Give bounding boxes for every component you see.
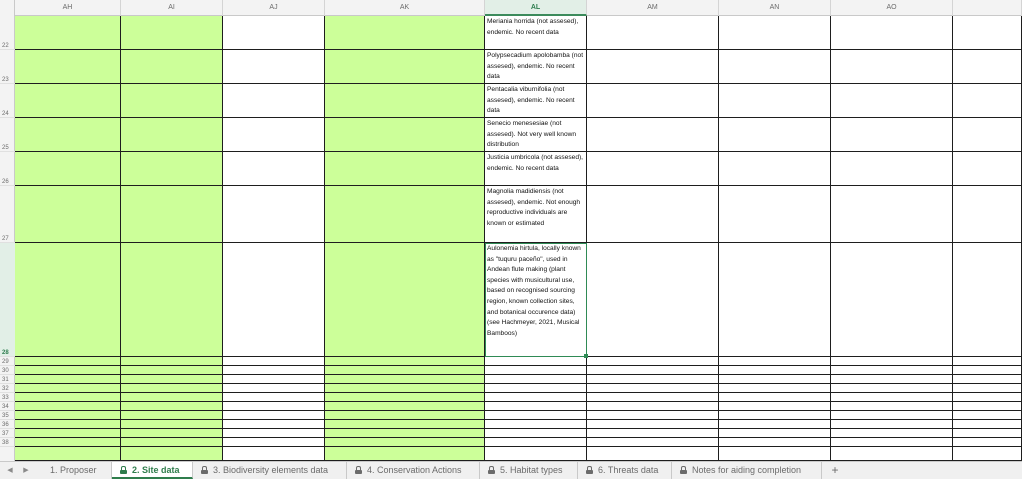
cell-an-32[interactable] <box>719 384 831 393</box>
row-header-32[interactable]: 32 <box>0 384 15 393</box>
cell-aj-26[interactable] <box>223 152 325 186</box>
sheet-tab-label: 4. Conservation Actions <box>367 465 462 475</box>
cell-ao-29[interactable] <box>831 357 953 366</box>
cell-ai-35[interactable] <box>121 411 223 420</box>
lock-icon <box>586 466 593 474</box>
cell-ah-26[interactable] <box>15 152 121 186</box>
cell-al-undefined[interactable] <box>485 447 587 461</box>
row-header-36[interactable]: 36 <box>0 420 15 429</box>
cell-next-25[interactable] <box>953 118 1022 152</box>
cell-an-24[interactable] <box>719 84 831 118</box>
cell-ak-26[interactable] <box>325 152 485 186</box>
cell-ai-30[interactable] <box>121 366 223 375</box>
cell-am-29[interactable] <box>587 357 719 366</box>
add-sheet-button[interactable]: + <box>831 463 839 477</box>
cell-al-28[interactable]: Aulonemia hirtula, locally known as "tuquru paceño", used in Andean flute making (plant species with musicultural use, based on recognised sourcing region, known collection sites, and botanical occurence data) (see Hachmeyer, 2021, Musical Bamboos) <box>485 243 587 357</box>
cell-ak-30[interactable] <box>325 366 485 375</box>
cell-am-25[interactable] <box>587 118 719 152</box>
cell-ak-33[interactable] <box>325 393 485 402</box>
cell-aj-27[interactable] <box>223 186 325 243</box>
column-header-al[interactable]: AL <box>485 0 587 16</box>
lock-icon <box>201 466 208 474</box>
cell-am-31[interactable] <box>587 375 719 384</box>
row-header-38[interactable]: 38 <box>0 438 15 447</box>
cell-next-28[interactable] <box>953 243 1022 357</box>
cell-am-24[interactable] <box>587 84 719 118</box>
row-header-23[interactable]: 23 <box>0 50 15 84</box>
cell-am-34[interactable] <box>587 402 719 411</box>
cell-an-27[interactable] <box>719 186 831 243</box>
sheet-tab-4[interactable] <box>347 462 480 479</box>
cell-next-34[interactable] <box>953 402 1022 411</box>
cell-aj-34[interactable] <box>223 402 325 411</box>
cell-al-30[interactable] <box>485 366 587 375</box>
sheet-tab-1[interactable] <box>42 462 112 479</box>
cell-ak-28[interactable] <box>325 243 485 357</box>
cell-ah-38[interactable] <box>15 438 121 447</box>
cell-ao-30[interactable] <box>831 366 953 375</box>
sheet-tab-7[interactable] <box>672 462 822 479</box>
cell-ah-34[interactable] <box>15 402 121 411</box>
cell-ai-26[interactable] <box>121 152 223 186</box>
row-header-31[interactable]: 31 <box>0 375 15 384</box>
cell-ai-24[interactable] <box>121 84 223 118</box>
column-header-next[interactable] <box>953 0 1022 16</box>
cell-al-31[interactable] <box>485 375 587 384</box>
cell-aj-undefined[interactable] <box>223 447 325 461</box>
cell-ai-22[interactable] <box>121 16 223 50</box>
cell-am-35[interactable] <box>587 411 719 420</box>
cell-ah-35[interactable] <box>15 411 121 420</box>
cell-ai-34[interactable] <box>121 402 223 411</box>
cell-ah-37[interactable] <box>15 429 121 438</box>
previous-sheet-icon[interactable]: ◀ <box>7 467 13 474</box>
cell-an-38[interactable] <box>719 438 831 447</box>
cell-am-36[interactable] <box>587 420 719 429</box>
cell-al-37[interactable] <box>485 429 587 438</box>
cell-ai-31[interactable] <box>121 375 223 384</box>
cell-next-24[interactable] <box>953 84 1022 118</box>
cell-aj-25[interactable] <box>223 118 325 152</box>
cell-an-29[interactable] <box>719 357 831 366</box>
row-header-22[interactable]: 22 <box>0 16 15 50</box>
next-sheet-icon[interactable]: ▶ <box>23 467 29 474</box>
cell-an-23[interactable] <box>719 50 831 84</box>
cell-an-37[interactable] <box>719 429 831 438</box>
cell-ah-29[interactable] <box>15 357 121 366</box>
row-header-33[interactable]: 33 <box>0 393 15 402</box>
cell-ai-36[interactable] <box>121 420 223 429</box>
row-header-29[interactable]: 29 <box>0 357 15 366</box>
cell-next-29[interactable] <box>953 357 1022 366</box>
cell-ao-33[interactable] <box>831 393 953 402</box>
cell-al-24[interactable]: Pentacalia viburnifolia (not assesed), endemic. No recent data <box>485 84 587 118</box>
cell-ak-24[interactable] <box>325 84 485 118</box>
cell-next-30[interactable] <box>953 366 1022 375</box>
cell-ai-29[interactable] <box>121 357 223 366</box>
row-header-24[interactable]: 24 <box>0 84 15 118</box>
cell-ak-32[interactable] <box>325 384 485 393</box>
cell-ao-35[interactable] <box>831 411 953 420</box>
cell-al-32[interactable] <box>485 384 587 393</box>
cell-al-34[interactable] <box>485 402 587 411</box>
cell-ai-32[interactable] <box>121 384 223 393</box>
cell-ak-22[interactable] <box>325 16 485 50</box>
cell-ah-22[interactable] <box>15 16 121 50</box>
cell-next-27[interactable] <box>953 186 1022 243</box>
cell-next-35[interactable] <box>953 411 1022 420</box>
cell-ao-undefined[interactable] <box>831 447 953 461</box>
cell-ak-38[interactable] <box>325 438 485 447</box>
cell-ai-33[interactable] <box>121 393 223 402</box>
cell-ao-27[interactable] <box>831 186 953 243</box>
cell-ao-23[interactable] <box>831 50 953 84</box>
cell-ao-32[interactable] <box>831 384 953 393</box>
cell-al-29[interactable] <box>485 357 587 366</box>
cell-aj-37[interactable] <box>223 429 325 438</box>
cell-al-36[interactable] <box>485 420 587 429</box>
cell-an-30[interactable] <box>719 366 831 375</box>
cell-ao-26[interactable] <box>831 152 953 186</box>
cell-an-22[interactable] <box>719 16 831 50</box>
cell-ah-32[interactable] <box>15 384 121 393</box>
cell-next-23[interactable] <box>953 50 1022 84</box>
cell-aj-38[interactable] <box>223 438 325 447</box>
sheet-tab-label: Notes for aiding completion <box>692 465 802 475</box>
cell-aj-32[interactable] <box>223 384 325 393</box>
cell-ai-37[interactable] <box>121 429 223 438</box>
row-header-30[interactable]: 30 <box>0 366 15 375</box>
cell-am-26[interactable] <box>587 152 719 186</box>
cell-ak-36[interactable] <box>325 420 485 429</box>
cell-next-36[interactable] <box>953 420 1022 429</box>
cell-ao-37[interactable] <box>831 429 953 438</box>
cell-ao-28[interactable] <box>831 243 953 357</box>
cell-an-25[interactable] <box>719 118 831 152</box>
cell-ao-25[interactable] <box>831 118 953 152</box>
cell-aj-23[interactable] <box>223 50 325 84</box>
cell-an-34[interactable] <box>719 402 831 411</box>
lock-icon <box>680 466 687 474</box>
sheet-tab-3[interactable] <box>193 462 347 479</box>
cell-aj-35[interactable] <box>223 411 325 420</box>
sheet-tab-label: 3. Biodiversity elements data <box>213 465 329 475</box>
cell-ah-36[interactable] <box>15 420 121 429</box>
row-header-34[interactable]: 34 <box>0 402 15 411</box>
row-header-35[interactable]: 35 <box>0 411 15 420</box>
sheet-tab-6[interactable] <box>578 462 672 479</box>
cell-next-33[interactable] <box>953 393 1022 402</box>
cell-an-33[interactable] <box>719 393 831 402</box>
cell-ak-35[interactable] <box>325 411 485 420</box>
cell-al-25[interactable]: Senecio menesesiae (not assesed). Not very well known distribution <box>485 118 587 152</box>
cell-al-22[interactable]: Meriania horrida (not assesed), endemic. No recent data <box>485 16 587 50</box>
sheet-tab-5[interactable] <box>480 462 578 479</box>
cell-next-26[interactable] <box>953 152 1022 186</box>
cell-ah-undefined[interactable] <box>15 447 121 461</box>
cell-aj-29[interactable] <box>223 357 325 366</box>
cell-aj-31[interactable] <box>223 375 325 384</box>
cell-an-26[interactable] <box>719 152 831 186</box>
cell-am-27[interactable] <box>587 186 719 243</box>
lock-icon <box>488 466 495 474</box>
cell-am-undefined[interactable] <box>587 447 719 461</box>
cell-ah-25[interactable] <box>15 118 121 152</box>
cell-al-38[interactable] <box>485 438 587 447</box>
cell-ak-23[interactable] <box>325 50 485 84</box>
sheet-tab-label: 1. Proposer <box>50 465 97 475</box>
cell-ai-undefined[interactable] <box>121 447 223 461</box>
cell-aj-30[interactable] <box>223 366 325 375</box>
cell-an-undefined[interactable] <box>719 447 831 461</box>
column-header-ai[interactable]: AI <box>121 0 223 16</box>
cell-aj-33[interactable] <box>223 393 325 402</box>
cell-ao-34[interactable] <box>831 402 953 411</box>
column-header-aj[interactable]: AJ <box>223 0 325 16</box>
row-header-27[interactable]: 27 <box>0 186 15 243</box>
sheet-tab-label: 5. Habitat types <box>500 465 563 475</box>
cell-ak-25[interactable] <box>325 118 485 152</box>
cell-al-23[interactable]: Polypsecadium apolobamba (not assesed), endemic. No recent data <box>485 50 587 84</box>
cell-ah-31[interactable] <box>15 375 121 384</box>
lock-icon <box>120 466 127 474</box>
cell-ai-27[interactable] <box>121 186 223 243</box>
cell-ai-25[interactable] <box>121 118 223 152</box>
cell-ah-23[interactable] <box>15 50 121 84</box>
column-header-ak[interactable]: AK <box>325 0 485 16</box>
sheet-tab-2[interactable] <box>112 462 193 479</box>
cell-al-27[interactable]: Magnolia madidiensis (not assesed), endemic. Not enough reproductive individuals are known or estimated <box>485 186 587 243</box>
cell-ak-29[interactable] <box>325 357 485 366</box>
row-header-28[interactable]: 28 <box>0 243 15 357</box>
cell-ah-30[interactable] <box>15 366 121 375</box>
cell-am-32[interactable] <box>587 384 719 393</box>
cell-ah-24[interactable] <box>15 84 121 118</box>
cell-ai-23[interactable] <box>121 50 223 84</box>
cell-am-38[interactable] <box>587 438 719 447</box>
cell-am-28[interactable] <box>587 243 719 357</box>
column-header-ao[interactable]: AO <box>831 0 953 16</box>
row-header-26[interactable]: 26 <box>0 152 15 186</box>
cell-am-33[interactable] <box>587 393 719 402</box>
cell-aj-24[interactable] <box>223 84 325 118</box>
row-header-25[interactable]: 25 <box>0 118 15 152</box>
column-header-an[interactable]: AN <box>719 0 831 16</box>
cell-ah-28[interactable] <box>15 243 121 357</box>
cell-ai-38[interactable] <box>121 438 223 447</box>
cell-ao-24[interactable] <box>831 84 953 118</box>
cell-an-35[interactable] <box>719 411 831 420</box>
cell-next-32[interactable] <box>953 384 1022 393</box>
cell-al-33[interactable] <box>485 393 587 402</box>
cell-am-22[interactable] <box>587 16 719 50</box>
cell-next-31[interactable] <box>953 375 1022 384</box>
cell-next-38[interactable] <box>953 438 1022 447</box>
cell-al-26[interactable]: Justicia umbricola (not assesed), endemic. No recent data <box>485 152 587 186</box>
cell-ak-undefined[interactable] <box>325 447 485 461</box>
cell-ak-37[interactable] <box>325 429 485 438</box>
cell-ah-27[interactable] <box>15 186 121 243</box>
cell-ao-22[interactable] <box>831 16 953 50</box>
cell-ai-28[interactable] <box>121 243 223 357</box>
cell-al-35[interactable] <box>485 411 587 420</box>
sheet-tab-bar <box>0 461 1022 479</box>
cell-ao-36[interactable] <box>831 420 953 429</box>
column-header-am[interactable]: AM <box>587 0 719 16</box>
cell-next-22[interactable] <box>953 16 1022 50</box>
column-header-ah[interactable]: AH <box>15 0 121 16</box>
cell-am-23[interactable] <box>587 50 719 84</box>
cell-ak-27[interactable] <box>325 186 485 243</box>
sheet-tab-label: 2. Site data <box>132 465 180 475</box>
cell-aj-22[interactable] <box>223 16 325 50</box>
cell-ah-33[interactable] <box>15 393 121 402</box>
cell-am-30[interactable] <box>587 366 719 375</box>
cell-an-36[interactable] <box>719 420 831 429</box>
cell-aj-36[interactable] <box>223 420 325 429</box>
cell-next-37[interactable] <box>953 429 1022 438</box>
cell-ak-31[interactable] <box>325 375 485 384</box>
row-header-37[interactable]: 37 <box>0 429 15 438</box>
cell-next-undefined[interactable] <box>953 447 1022 461</box>
lock-icon <box>355 466 362 474</box>
cell-an-31[interactable] <box>719 375 831 384</box>
cell-am-37[interactable] <box>587 429 719 438</box>
sheet-tab-label: 6. Threats data <box>598 465 659 475</box>
cell-aj-28[interactable] <box>223 243 325 357</box>
cell-ao-31[interactable] <box>831 375 953 384</box>
cell-ak-34[interactable] <box>325 402 485 411</box>
fill-handle[interactable] <box>584 354 588 358</box>
select-all-corner[interactable] <box>0 0 15 16</box>
cell-an-28[interactable] <box>719 243 831 357</box>
cell-ao-38[interactable] <box>831 438 953 447</box>
